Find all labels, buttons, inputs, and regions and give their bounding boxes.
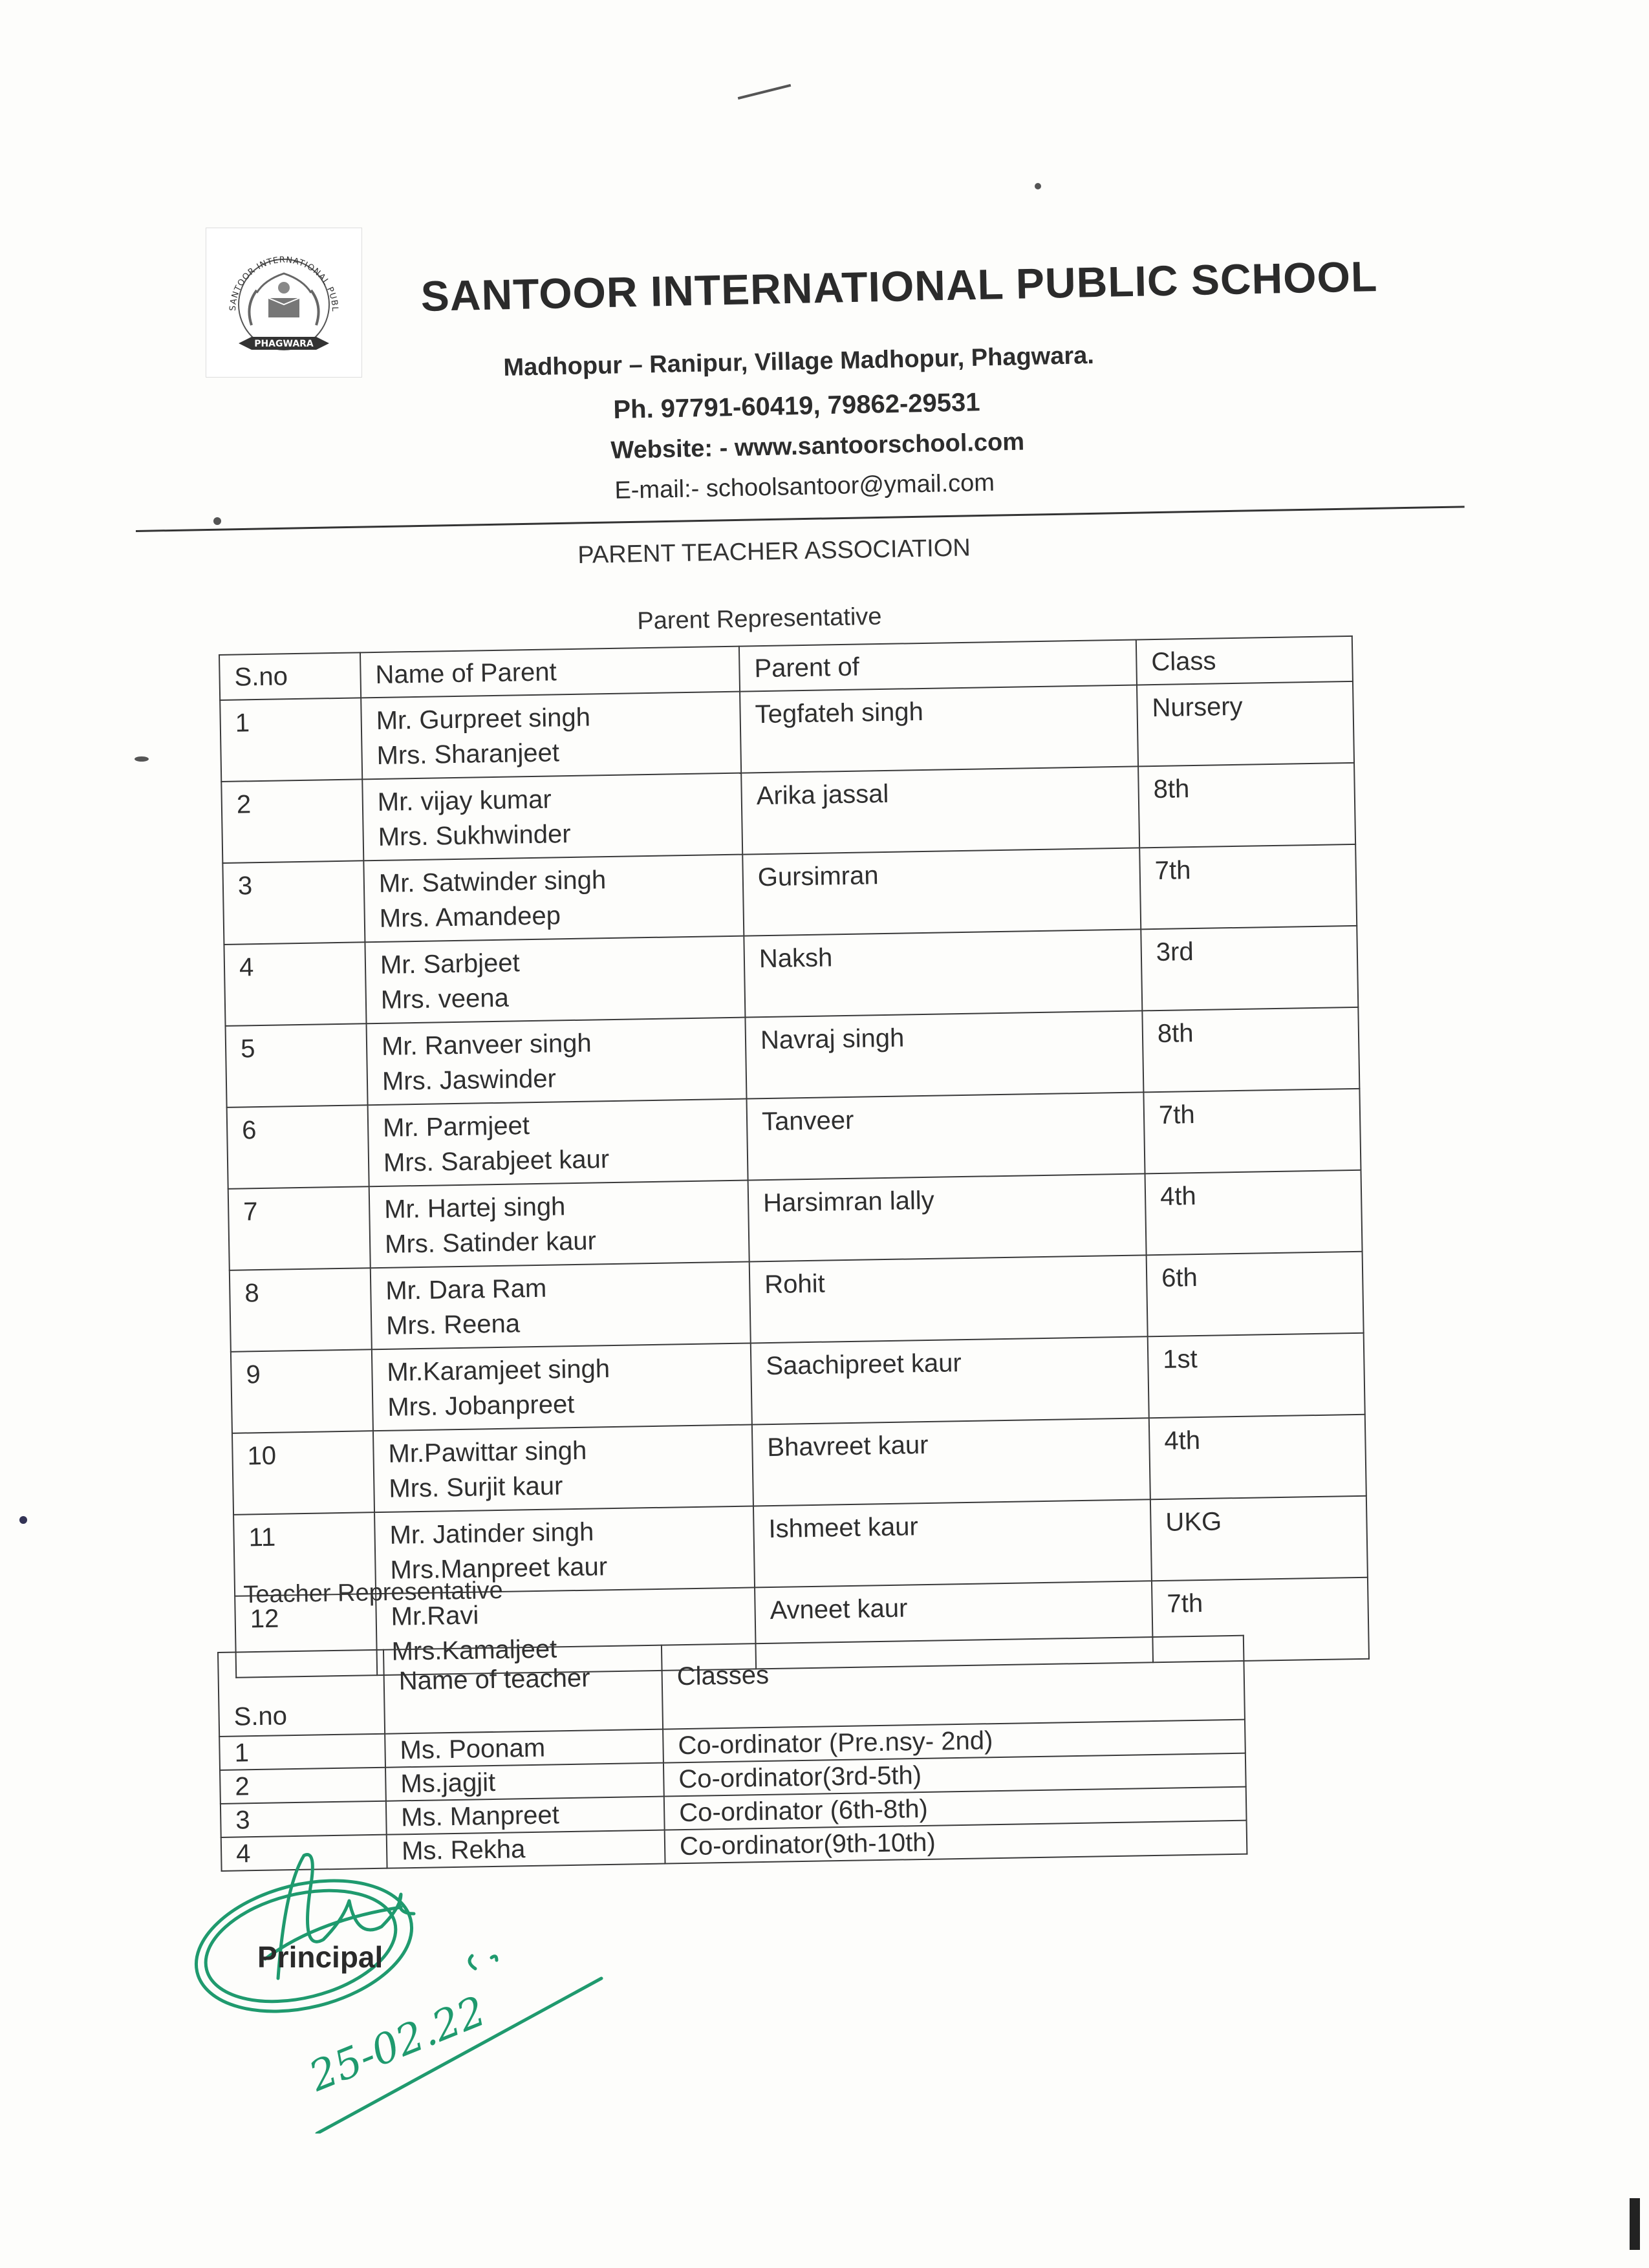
class-text: 8th	[1153, 775, 1190, 804]
child-name-text: Navraj singh	[760, 1023, 905, 1055]
parent-name-cell	[361, 692, 741, 780]
signature-ink	[188, 1855, 601, 2134]
father-name: Mr. vijay kumar	[377, 785, 552, 817]
class-text: 7th	[1158, 1100, 1195, 1129]
child-name-cell	[753, 1499, 1152, 1587]
mother-name: Mrs. Sharanjeet	[376, 738, 560, 770]
class-text: 4th	[1164, 1426, 1201, 1455]
classes-cell: Co-ordinator (6th-8th)	[664, 1787, 1247, 1830]
association-title: PARENT TEACHER ASSOCIATION	[577, 534, 971, 569]
signature-date: 25-02.22	[303, 1987, 493, 2101]
child-name-text: Gursimran	[757, 861, 879, 892]
classes-cell: Co-ordinator(3rd-5th)	[663, 1753, 1246, 1797]
sno-text: 8	[244, 1279, 260, 1308]
class-cell	[1143, 1089, 1361, 1174]
class-text: UKG	[1165, 1507, 1222, 1537]
sno-text: 2	[236, 790, 252, 819]
teacher-name-cell: Ms.jagjit	[385, 1763, 664, 1801]
sno-cell	[221, 779, 363, 863]
sno-cell	[231, 1349, 373, 1433]
mother-name: Mrs. veena	[380, 983, 510, 1014]
child-name-text: Tegfateh singh	[755, 697, 924, 729]
class-text: 3rd	[1156, 937, 1194, 967]
teacher-name-cell: Ms. Manpreet	[386, 1797, 665, 1835]
child-name-cell	[742, 848, 1141, 936]
teacher-section-title: Teacher Representative	[243, 1576, 504, 1609]
sno-text: 11	[248, 1523, 276, 1552]
parent-name-cell	[367, 1018, 747, 1106]
child-name-text: Naksh	[759, 943, 833, 974]
father-name: Mr. Hartej singh	[383, 1192, 566, 1224]
mother-name: Mrs.Manpreet kaur	[390, 1552, 608, 1585]
sno-cell	[224, 942, 366, 1026]
school-email: E-mail:- schoolsantoor@ymail.com	[614, 469, 995, 504]
school-website: Website: - www.santoorschool.com	[610, 428, 1025, 464]
sno-cell	[228, 1186, 371, 1270]
parent-name-cell	[368, 1099, 748, 1187]
sno-cell	[232, 1431, 374, 1515]
parent-representative-table	[219, 636, 1370, 1678]
class-cell	[1139, 844, 1357, 930]
father-name: Mr. Sarbjeet	[380, 948, 520, 979]
child-name-text: Bhavreet kaur	[767, 1430, 929, 1462]
class-text: 6th	[1161, 1263, 1198, 1292]
parent-name-cell	[371, 1262, 751, 1350]
scan-speck	[1035, 183, 1041, 189]
parent-name-cell	[369, 1181, 749, 1268]
class-cell	[1147, 1252, 1364, 1337]
child-name-cell	[745, 1011, 1143, 1098]
header-parent-of: Parent of	[739, 639, 1137, 691]
class-cell	[1142, 1007, 1359, 1093]
mother-name: Mrs. Jobanpreet	[387, 1390, 575, 1422]
child-name-cell	[751, 1336, 1149, 1424]
father-name: Mr.Pawittar singh	[388, 1436, 587, 1468]
scan-speck	[135, 756, 149, 762]
class-cell	[1149, 1415, 1366, 1500]
sno-cell: 3	[221, 1801, 387, 1837]
child-name-text: Saachipreet kaur	[766, 1349, 962, 1381]
child-name-text: Avneet kaur	[770, 1594, 908, 1625]
sno-text: 3	[237, 872, 253, 901]
school-address: Madhopur – Ranipur, Village Madhopur, Phagwara.	[503, 341, 1095, 381]
mother-name: Mrs. Sarabjeet kaur	[383, 1145, 610, 1177]
father-name: Mr.Ravi	[391, 1601, 479, 1631]
mother-name: Mrs. Reena	[385, 1309, 521, 1340]
child-name-cell	[749, 1255, 1148, 1343]
sno-cell	[226, 1023, 368, 1107]
child-name-text: Arika jassal	[756, 779, 889, 811]
sno-text: 6	[241, 1116, 257, 1145]
sno-cell: 4	[221, 1835, 387, 1871]
parent-name-cell	[365, 936, 745, 1024]
header-name-of-parent: Name of Parent	[360, 647, 740, 698]
child-name-cell	[744, 929, 1142, 1017]
father-name: Mr. Gurpreet singh	[376, 703, 591, 735]
table-header-row	[218, 1636, 1245, 1737]
child-name-text: Harsimran lally	[762, 1186, 935, 1218]
sno-text: 7	[242, 1197, 258, 1226]
class-cell	[1138, 763, 1355, 848]
parent-name-cell	[373, 1424, 753, 1512]
sno-cell	[222, 861, 365, 945]
school-phone: Ph. 97791-60419, 79862-29531	[613, 388, 980, 424]
parent-section-title: Parent Representative	[637, 603, 882, 635]
sno-cell: 1	[219, 1734, 385, 1770]
principal-signature	[188, 1849, 614, 2134]
mother-name: Mrs. Sukhwinder	[378, 820, 571, 851]
school-name: SANTOOR INTERNATIONAL PUBLIC SCHOOL	[420, 252, 1378, 320]
header-classes: Classes	[662, 1636, 1245, 1729]
teacher-name-cell: Ms. Poonam	[385, 1729, 663, 1768]
school-crest-icon	[206, 228, 361, 377]
principal-label: Principal	[257, 1940, 383, 1974]
mother-name: Mrs. Jaswinder	[382, 1064, 557, 1096]
child-name-text: Tanveer	[761, 1106, 854, 1137]
father-name: Mr. Ranveer singh	[381, 1029, 592, 1061]
teacher-name-cell: Ms. Rekha	[387, 1830, 665, 1868]
father-name: Mr. Satwinder singh	[378, 866, 607, 898]
parent-name-cell	[372, 1343, 752, 1431]
class-cell	[1145, 1170, 1363, 1256]
parent-table-body	[220, 681, 1369, 1678]
class-text: 8th	[1157, 1019, 1194, 1049]
father-name: Mr. Parmjeet	[382, 1111, 530, 1142]
header-name-of-teacher: Name of teacher	[383, 1645, 663, 1734]
class-text: Nursery	[1152, 692, 1243, 723]
sno-text: 1	[235, 709, 250, 738]
header-divider	[136, 506, 1465, 532]
father-name: Mr. Dara Ram	[385, 1274, 547, 1305]
child-name-cell	[747, 1092, 1145, 1180]
header-sno: S.no	[219, 652, 361, 700]
scan-edge-mark	[1630, 2198, 1640, 2250]
child-name-text: Ishmeet kaur	[768, 1512, 919, 1544]
sno-cell	[227, 1105, 369, 1189]
child-name-cell	[752, 1418, 1150, 1506]
sno-text: 12	[250, 1604, 279, 1634]
father-name: Mr.Karamjeet singh	[387, 1354, 610, 1387]
child-name-cell	[741, 766, 1139, 854]
header-sno: S.no	[218, 1650, 385, 1737]
class-text: 4th	[1159, 1182, 1197, 1211]
sno-text: 9	[246, 1360, 261, 1389]
teacher-representative-table	[217, 1635, 1247, 1872]
child-name-cell	[748, 1173, 1147, 1261]
sno-text: 4	[239, 953, 254, 982]
father-name: Mr. Jatinder singh	[389, 1517, 594, 1550]
sno-cell: 2	[220, 1768, 386, 1804]
scan-mark	[738, 84, 791, 100]
teacher-table-body	[219, 1720, 1247, 1871]
classes-cell: Co-ordinator(9th-10th)	[665, 1821, 1247, 1864]
scan-speck	[19, 1516, 27, 1524]
parent-name-cell	[363, 855, 744, 943]
class-text: 1st	[1162, 1345, 1198, 1374]
logo-banner-text: PHAGWARA	[254, 339, 314, 349]
mother-name: Mrs.Kamaljeet	[391, 1634, 557, 1666]
class-text: 7th	[1167, 1589, 1203, 1618]
classes-cell: Co-ordinator (Pre.nsy- 2nd)	[663, 1720, 1245, 1763]
class-cell	[1141, 926, 1358, 1011]
sno-cell	[230, 1268, 372, 1352]
child-name-text: Rohit	[764, 1269, 826, 1300]
class-cell	[1148, 1333, 1365, 1418]
child-name-cell	[740, 685, 1138, 773]
class-cell	[1137, 681, 1354, 767]
mother-name: Mrs. Amandeep	[379, 901, 561, 933]
school-logo	[206, 228, 362, 378]
mother-name: Mrs. Satinder kaur	[384, 1226, 597, 1259]
class-cell	[1150, 1496, 1368, 1581]
class-text: 7th	[1154, 856, 1191, 886]
scan-speck	[213, 517, 221, 525]
parent-name-cell	[362, 773, 742, 861]
header-class: Class	[1136, 636, 1353, 685]
mother-name: Mrs. Surjit kaur	[389, 1471, 563, 1503]
logo-ring-text: SANTOOR INTERNATIONAL PUBL	[228, 255, 340, 312]
sno-text: 10	[247, 1441, 277, 1471]
sno-text: 5	[240, 1034, 255, 1064]
sno-cell	[220, 698, 362, 782]
